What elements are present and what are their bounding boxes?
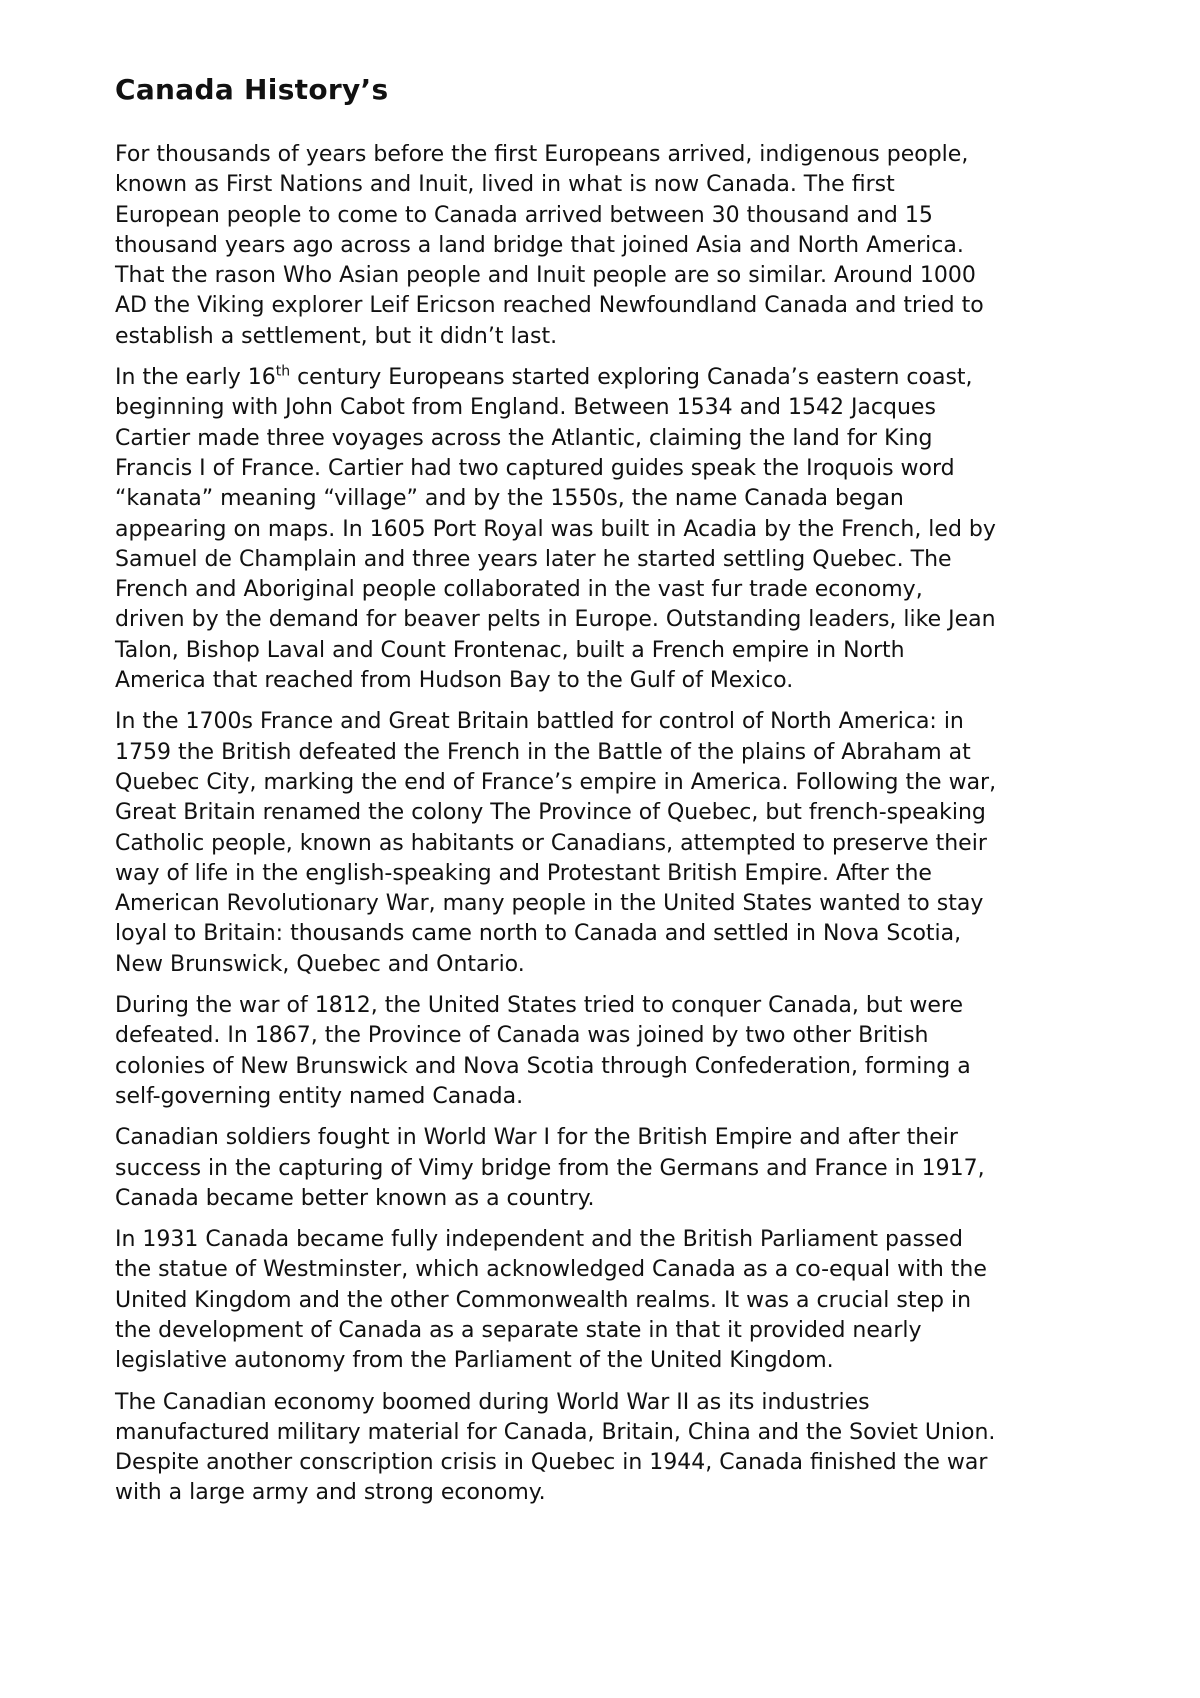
text-line: self-governing entity named Canada. bbox=[115, 1083, 524, 1109]
text-line: “kanata” meaning “village” and by the 1550s, the name Canada began bbox=[115, 486, 904, 512]
text-line: driven by the demand for beaver pelts in Europe. Outstanding leaders, like Jean bbox=[115, 607, 996, 633]
text-line: colonies of New Brunswick and Nova Scotia through Confederation, forming a bbox=[115, 1053, 971, 1079]
text-line: America that reached from Hudson Bay to the Gulf of Mexico. bbox=[115, 668, 794, 694]
text-line: Great Britain renamed the colony The Province of Quebec, but french-speaking bbox=[115, 800, 986, 826]
text-line: legislative autonomy from the Parliament of the United Kingdom. bbox=[115, 1348, 834, 1374]
text-line: Canadian soldiers fought in World War I for the British Empire and after their bbox=[115, 1125, 958, 1151]
text-line: manufactured military material for Canada, Britain, China and the Soviet Union. bbox=[115, 1419, 996, 1445]
text-line: Despite another conscription crisis in Quebec in 1944, Canada finished the war bbox=[115, 1450, 988, 1476]
text-line: Cartier made three voyages across the Atlantic, claiming the land for King bbox=[115, 425, 933, 451]
text-line: way of life in the english-speaking and Protestant British Empire. After the bbox=[115, 860, 932, 886]
text-line: appearing on maps. In 1605 Port Royal was built in Acadia by the French, led by bbox=[115, 516, 996, 542]
text-fragment: century Europeans started exploring Canada’s eastern coast, bbox=[290, 365, 973, 391]
text-fragment: In the early 16 bbox=[115, 365, 276, 391]
text-line: with a large army and strong economy. bbox=[115, 1480, 546, 1506]
paragraph-world-war-one bbox=[115, 1123, 1105, 1214]
text-line: beginning with John Cabot from England. Between 1534 and 1542 Jacques bbox=[115, 395, 936, 421]
text-line: success in the capturing of Vimy bridge from the Germans and France in 1917, bbox=[115, 1155, 985, 1181]
text-line: During the war of 1812, the United States tried to conquer Canada, but were bbox=[115, 993, 963, 1019]
text-line: New Brunswick, Quebec and Ontario. bbox=[115, 951, 525, 977]
text-line: The Canadian economy boomed during World War II as its industries bbox=[115, 1389, 870, 1415]
text-line: Catholic people, known as habitants or Canadians, attempted to preserve their bbox=[115, 830, 987, 856]
paragraph-confederation bbox=[115, 991, 1105, 1112]
text-line: Canada became better known as a country. bbox=[115, 1185, 595, 1211]
text-line: Talon, Bishop Laval and Count Frontenac, built a French empire in North bbox=[115, 637, 905, 663]
text-line: the statue of Westminster, which acknowledged Canada as a co-equal with the bbox=[115, 1257, 987, 1283]
text-line: thousand years ago across a land bridge that joined Asia and North America. bbox=[115, 232, 964, 258]
text-line: loyal to Britain: thousands came north to Canada and settled in Nova Scotia, bbox=[115, 921, 962, 947]
text-line: Samuel de Champlain and three years later he started settling Quebec. The bbox=[115, 546, 952, 572]
document-title: Canada History’s bbox=[115, 73, 389, 106]
text-line: establish a settlement, but it didn’t last. bbox=[115, 323, 558, 349]
text-line bbox=[115, 363, 1105, 393]
paragraph-british-rule bbox=[115, 707, 1105, 980]
text-line: the development of Canada as a separate state in that it provided nearly bbox=[115, 1317, 922, 1343]
document-page bbox=[115, 70, 1105, 1520]
superscript-ordinal: th bbox=[275, 363, 291, 380]
text-line: defeated. In 1867, the Province of Canada was joined by two other British bbox=[115, 1023, 929, 1049]
text-line: known as First Nations and Inuit, lived in what is now Canada. The first bbox=[115, 172, 895, 198]
paragraph-independence bbox=[115, 1225, 1105, 1376]
text-line: Francis I of France. Cartier had two captured guides speak the Iroquois word bbox=[115, 455, 955, 481]
text-line: French and Aboriginal people collaborated in the vast fur trade economy, bbox=[115, 577, 923, 603]
text-line: In 1931 Canada became fully independent and the British Parliament passed bbox=[115, 1227, 963, 1253]
text-line: In the 1700s France and Great Britain battled for control of North America: in bbox=[115, 709, 964, 735]
text-line: 1759 the British defeated the French in the Battle of the plains of Abraham at bbox=[115, 739, 971, 765]
text-line: That the rason Who Asian people and Inuit people are so similar. Around 1000 bbox=[115, 263, 976, 289]
text-line: For thousands of years before the first Europeans arrived, indigenous people, bbox=[115, 142, 969, 167]
paragraph-indigenous-peoples bbox=[115, 140, 1105, 352]
text-line: Quebec City, marking the end of France’s empire in America. Following the war, bbox=[115, 769, 997, 795]
text-line: United Kingdom and the other Commonwealth realms. It was a crucial step in bbox=[115, 1287, 972, 1313]
text-line: European people to come to Canada arrived between 30 thousand and 15 bbox=[115, 202, 933, 228]
paragraph-european-exploration bbox=[115, 363, 1105, 696]
text-line: AD the Viking explorer Leif Ericson reached Newfoundland Canada and tried to bbox=[115, 293, 984, 319]
paragraph-world-war-two bbox=[115, 1388, 1105, 1509]
text-line: American Revolutionary War, many people in the United States wanted to stay bbox=[115, 891, 984, 917]
